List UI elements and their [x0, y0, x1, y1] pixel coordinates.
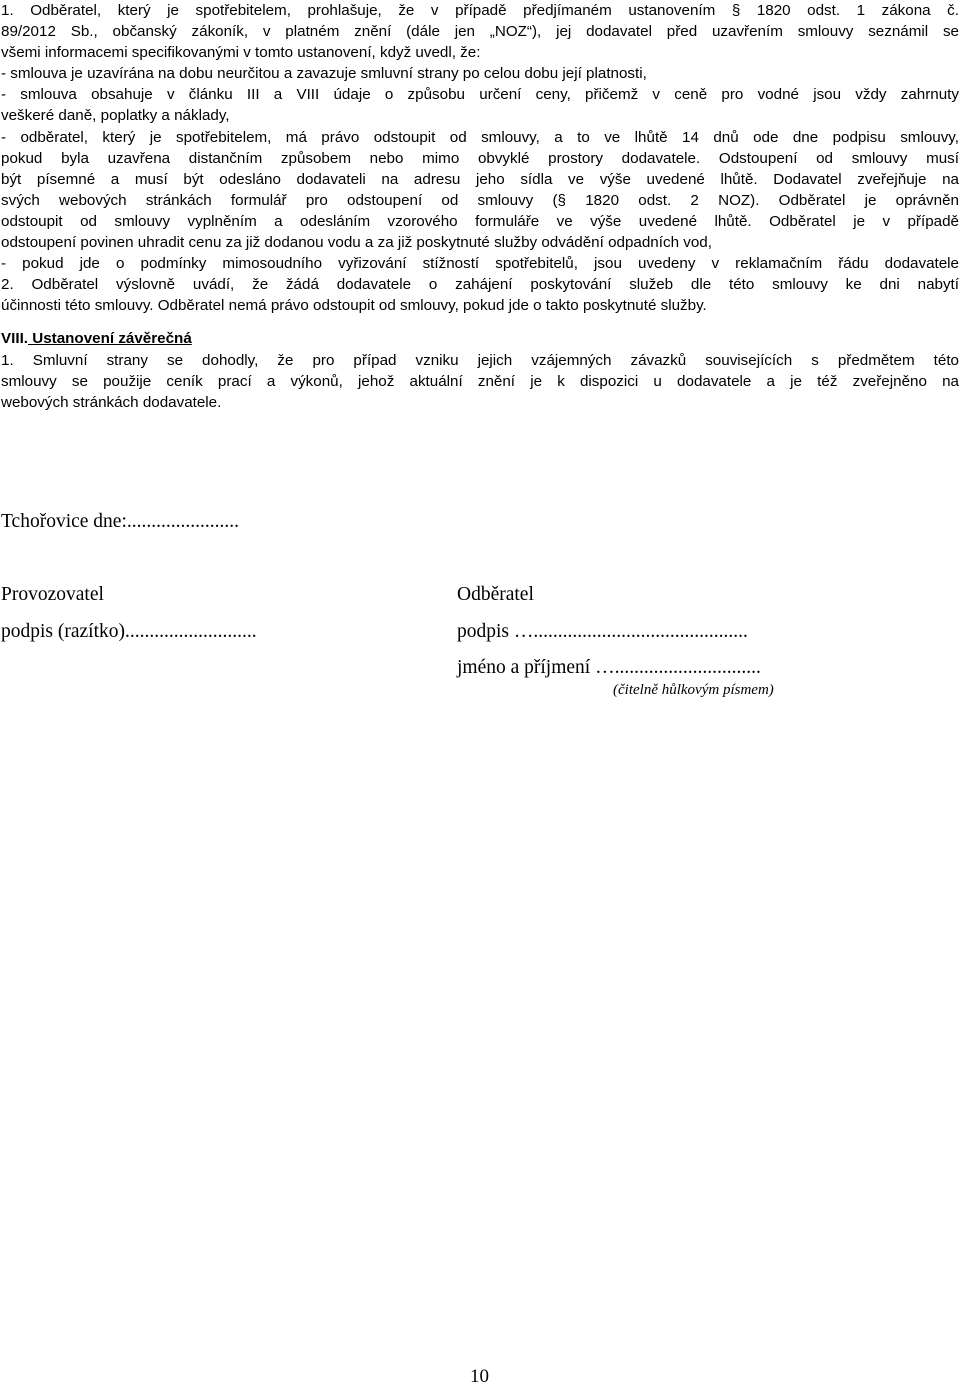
customer-signature-line: podpis …............................................ — [457, 621, 748, 642]
text-line: webových stránkách dodavatele. — [1, 393, 222, 411]
text-line: 1. Smluvní strany se dohodly, že pro případ vzniku jejich vzájemných závazků souvisejících s předmětem této — [1, 351, 959, 369]
customer-name-note: (čitelně hůlkovým písmem) — [613, 682, 774, 698]
paragraph-service-start — [1, 274, 959, 316]
section-final-provisions — [1, 328, 959, 412]
text-line: veškeré daně, poplatky a náklady, — [1, 107, 230, 125]
text-line: smlouvy se použije ceník prací a výkonů, jehož aktuální znění je k dispozici u dodavatele a je též zveřejněno na — [1, 372, 959, 390]
text-line: všemi informacemi specifikovanými v tomto ustanovení, když uvedl, že: — [1, 44, 481, 62]
text-line: odstoupení povinen uhradit cenu za již dodanou vodu a za již poskytnuté služby odvádění odpadních vod, — [1, 234, 712, 252]
contract-text — [1, 0, 959, 413]
text-line: odstoupit od smlouvy vyplněním a odesláním vzorového formuláře ve výše uvedené lhůtě. Odběratel je v případě — [1, 212, 959, 230]
text-line: - pokud jde o podmínky mimosoudního vyřizování stížností spotřebitelů, jsou uvedeny v reklamačním řádu dodavatele — [1, 255, 959, 273]
customer-name-line: jméno a příjmení ….............................. — [457, 657, 761, 678]
page-number: 10 — [470, 1366, 489, 1387]
section-heading — [1, 328, 959, 349]
customer-title: Odběratel — [457, 584, 534, 605]
text-line: 2. Odběratel výslovně uvádí, že žádá dodavatele o zahájení poskytování služeb dle této smlouvy ke dni nabytí — [1, 276, 959, 294]
text-line: 89/2012 Sb., občanský zákoník, v platném znění (dále jen „NOZ“), jej dodavatel před uzavřením smlouvy seznámil se — [1, 23, 959, 41]
section-title: Ustanovení závěrečná — [28, 330, 192, 348]
place-date-line: Tchořovice dne:....................... — [1, 511, 239, 532]
paragraph-customer-declaration — [1, 0, 959, 274]
operator-title: Provozovatel — [1, 584, 104, 605]
text-line: pokud byla uzavřena distančním způsobem nebo mimo obvyklé prostory dodavatele. Odstoupení od smlouvy musí — [1, 149, 959, 167]
operator-signature-line: podpis (razítko)........................... — [1, 621, 257, 642]
text-line: 1. Odběratel, který je spotřebitelem, prohlašuje, že v případě předjímaném ustanovením § 1820 odst. 1 zákona č. — [1, 2, 959, 19]
text-line: být písemné a musí být odesláno dodavateli na adresu jeho sídla ve výše uvedené lhůtě. Dodavatel zveřejňuje na — [1, 170, 959, 188]
text-line: - odběratel, který je spotřebitelem, má právo odstoupit od smlouvy, a to ve lhůtě 14 dnů ode dne podpisu smlouvy, — [1, 128, 959, 146]
text-line: - smlouva je uzavírána na dobu neurčitou a zavazuje smluvní strany po celou dobu její platnosti, — [1, 65, 647, 83]
text-line: - smlouva obsahuje v článku III a VIII údaje o způsobu určení ceny, přičemž v ceně pro vodné jsou vždy zahrnuty — [1, 86, 959, 104]
section-number: VIII. — [1, 330, 29, 348]
text-line: účinnosti této smlouvy. Odběratel nemá právo odstoupit od smlouvy, pokud jde o takto poskytnuté služby. — [1, 297, 707, 315]
text-line: svých webových stránkách formulář pro odstoupení od smlouvy (§ 1820 odst. 2 NOZ). Odběratel je oprávněn — [1, 191, 959, 209]
